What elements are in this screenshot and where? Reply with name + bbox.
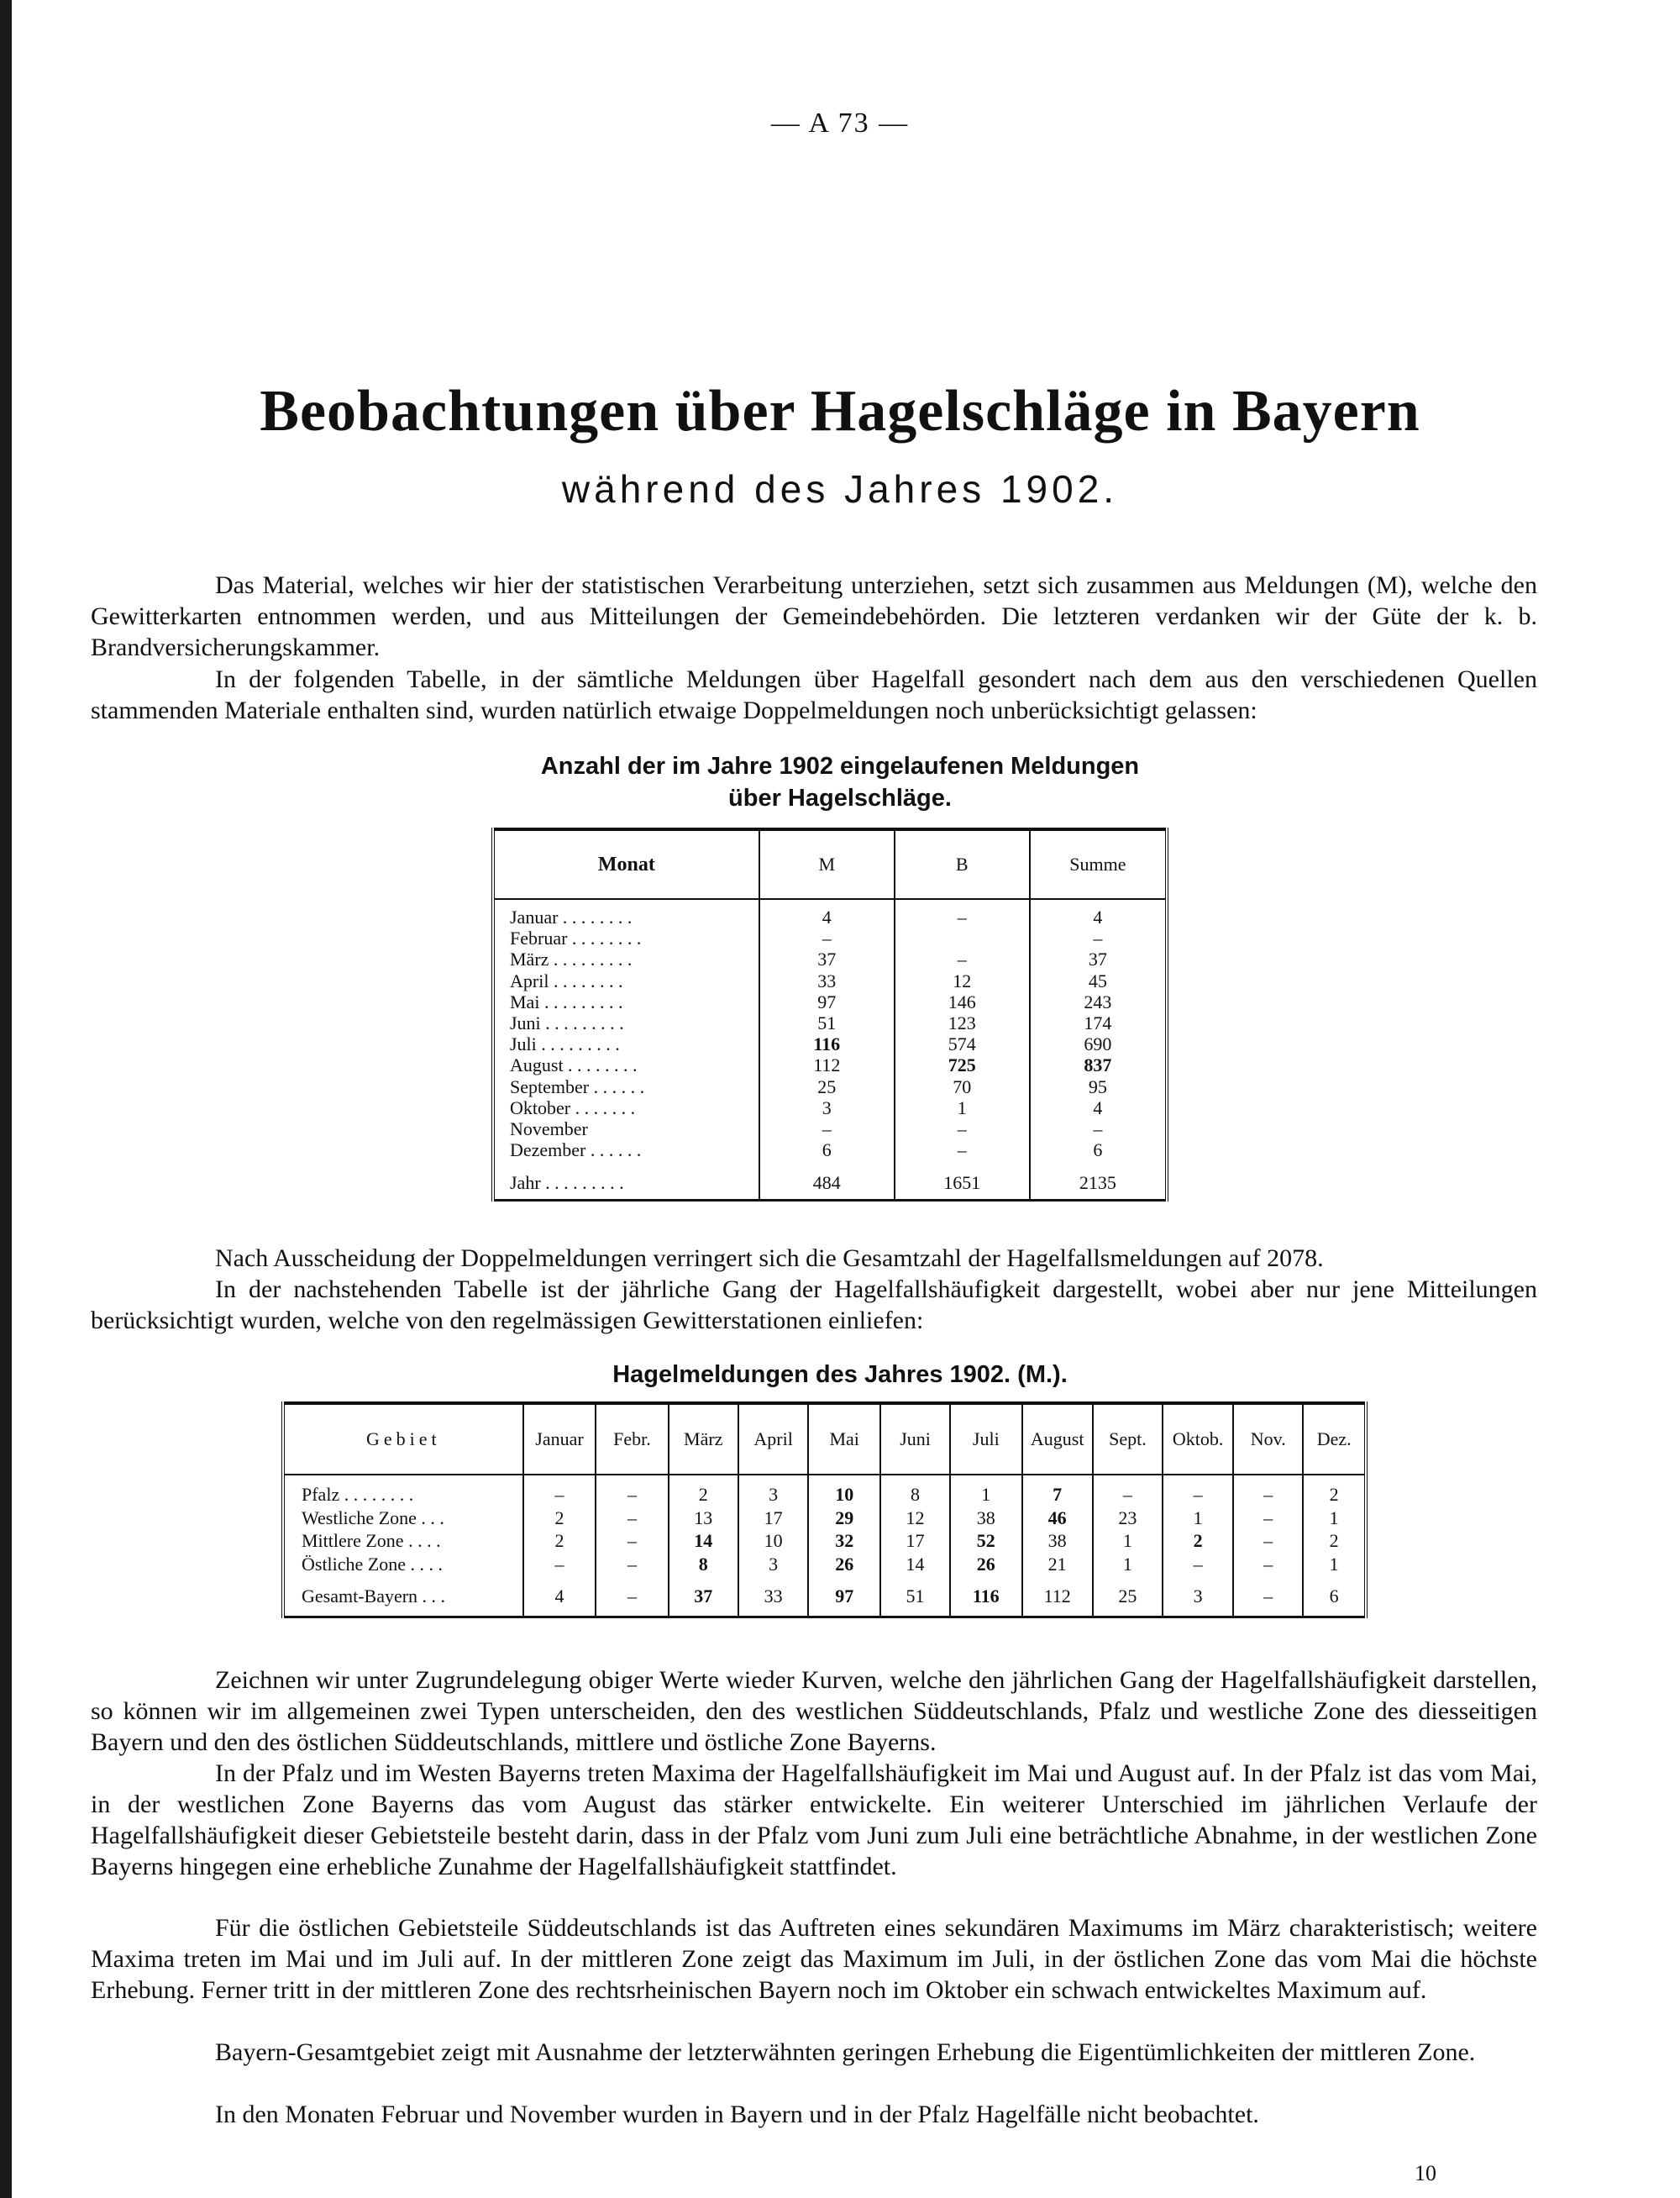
sum-cell: 37 [1030, 949, 1167, 970]
value-cell: 2 [669, 1475, 738, 1507]
b-cell: 146 [895, 991, 1030, 1012]
month-cell: Oktober . . . . . . . [510, 1096, 636, 1118]
value-cell: 112 [1022, 1575, 1093, 1617]
col-header-may: Mai [808, 1403, 880, 1475]
m-cell: 3 [759, 1097, 895, 1118]
middle-paragraph-2: In der nachstehenden Tabelle ist der jährliche Gang der Hagelfallshäufigkeit dargestellt, wobei aber nur jene Mitteilungen berücksichtigt wurden, welche von den regelmässigen Gewitterstationen einliefen: [91, 1275, 1537, 1334]
value-cell: 2 [523, 1507, 596, 1530]
value-cell: – [596, 1507, 668, 1530]
col-header-sum: Summe [1030, 829, 1167, 899]
col-header-april: April [738, 1403, 808, 1475]
col-header-january: Januar [523, 1403, 596, 1475]
month-cell: September . . . . . . [510, 1075, 645, 1097]
b-cell: – [895, 1139, 1030, 1160]
value-cell: 1 [1093, 1529, 1163, 1553]
col-header-june: Juni [880, 1403, 950, 1475]
value-cell: 2 [1163, 1529, 1233, 1553]
closing-paragraph-2: In der Pfalz und im Westen Bayerns treten Maxima der Hagelfallshäufigkeit im Mai und August auf. In der Pfalz ist das vom Mai, in der westlichen Zone Bayerns das vom August das stärker entwickelte. Ein weiterer Unterschied im jährlichen Verlaufe der Hagelfallshäufigkeit dieser Gebietsteile besteht darin, dass in der Pfalz vom Juni zum Juli eine beträchtliche Abnahme, in der westlichen Zone Bayerns hingegen eine erhebliche Zunahme der Hagelfallshäufigkeit stattfindet. [91, 1759, 1537, 1880]
month-cell: April . . . . . . . . [510, 970, 623, 991]
b-cell: 725 [895, 1054, 1030, 1075]
region-cell: Westliche Zone . . . [302, 1507, 444, 1528]
month-cell: Februar . . . . . . . . [510, 928, 642, 949]
table-row [283, 1529, 1366, 1553]
value-cell: 3 [738, 1553, 808, 1576]
value-cell: 2 [1303, 1529, 1366, 1553]
b-cell: 574 [895, 1033, 1030, 1054]
sum-cell: 95 [1030, 1076, 1167, 1097]
b-cell: – [895, 899, 1030, 928]
table-row [493, 1118, 1167, 1139]
region-cell: Gesamt-Bayern . . . [302, 1585, 446, 1606]
value-cell: 1 [1163, 1507, 1233, 1530]
table1-caption [0, 750, 1680, 814]
value-cell: 116 [950, 1575, 1022, 1617]
col-header-b: B [895, 829, 1030, 899]
month-cell: März . . . . . . . . . [510, 949, 633, 970]
value-cell: 37 [669, 1575, 738, 1617]
col-header-november: Nov. [1233, 1403, 1303, 1475]
b-cell: – [895, 1118, 1030, 1139]
m-cell: – [759, 928, 895, 949]
value-cell: – [596, 1529, 668, 1553]
table-row [493, 991, 1167, 1012]
col-header-region: Gebiet [283, 1403, 523, 1475]
table-row [283, 1475, 1366, 1507]
month-cell: Januar . . . . . . . . [510, 907, 633, 928]
table2-caption: Hagelmeldungen des Jahres 1902. (M.). [612, 1361, 1068, 1388]
table-row [493, 928, 1167, 949]
value-cell: – [1163, 1475, 1233, 1507]
table-total-row [283, 1575, 1366, 1617]
value-cell: – [596, 1575, 668, 1617]
table1-caption-line2: über Hagelschläge. [728, 785, 952, 812]
table1-caption-line1: Anzahl der im Jahre 1902 eingelaufenen Meldungen [540, 753, 1140, 780]
sum-cell: 837 [1030, 1054, 1167, 1075]
value-cell: 26 [950, 1553, 1022, 1576]
b-cell: 70 [895, 1076, 1030, 1097]
value-cell: 6 [1303, 1575, 1366, 1617]
value-cell: – [596, 1553, 668, 1576]
closing-paragraph-3: Für die östlichen Gebietsteile Süddeutschlands ist das Auftreten eines sekundären Maximums im März charakteristisch; weitere Maxima treten im Mai und im Juli auf. In der mittleren Zone zeigt das Maximum im Juli, in der östlichen Zone das vom Mai die höchste Erhebung. Ferner tritt in der mittleren Zone des rechtsrheinischen Bayern noch im Oktober ein schwach entwickeltes Maximum auf. [91, 1914, 1537, 2004]
value-cell: 7 [1022, 1475, 1093, 1507]
b-cell: – [895, 949, 1030, 970]
m-cell: – [759, 1118, 895, 1139]
value-cell: – [1233, 1529, 1303, 1553]
table2-header-row [283, 1403, 1366, 1475]
signature-mark: 10 [1415, 2161, 1436, 2185]
value-cell: – [523, 1475, 596, 1507]
table-row [283, 1507, 1366, 1530]
b-cell: 1 [895, 1097, 1030, 1118]
value-cell: 21 [1022, 1553, 1093, 1576]
col-header-october: Oktob. [1163, 1403, 1233, 1475]
region-cell: Pfalz . . . . . . . . [302, 1484, 414, 1506]
value-cell: – [1233, 1475, 1303, 1507]
col-header-m: M [759, 829, 895, 899]
value-cell: 29 [808, 1507, 880, 1530]
closing-paragraph-5: In den Monaten Februar und November wurden in Bayern und in der Pfalz Hagelfälle nicht beobachtet. [215, 2101, 1259, 2128]
table-row [283, 1553, 1366, 1576]
month-cell: November [510, 1117, 588, 1139]
value-cell: 14 [880, 1553, 950, 1576]
m-cell: 6 [759, 1139, 895, 1160]
sum-cell: 174 [1030, 1012, 1167, 1033]
col-header-september: Sept. [1093, 1403, 1163, 1475]
total-b-cell: 1651 [895, 1160, 1030, 1201]
b-cell: 123 [895, 1012, 1030, 1033]
value-cell: 2 [1303, 1475, 1366, 1507]
value-cell: 51 [880, 1575, 950, 1617]
value-cell: 1 [1093, 1553, 1163, 1576]
value-cell: 14 [669, 1529, 738, 1553]
m-cell: 37 [759, 949, 895, 970]
value-cell: 46 [1022, 1507, 1093, 1530]
scan-edge [0, 0, 12, 2198]
col-header-august: August [1022, 1403, 1093, 1475]
table-row [493, 1097, 1167, 1118]
value-cell: – [596, 1475, 668, 1507]
reports-table [491, 828, 1168, 1202]
value-cell: 38 [1022, 1529, 1093, 1553]
value-cell: 3 [1163, 1575, 1233, 1617]
table-row [493, 970, 1167, 991]
m-cell: 97 [759, 991, 895, 1012]
table-row [493, 949, 1167, 970]
value-cell: 17 [738, 1507, 808, 1530]
month-cell: Dezember . . . . . . [510, 1139, 642, 1161]
m-cell: 33 [759, 970, 895, 991]
intro-paragraph-2: In der folgenden Tabelle, in der sämtliche Meldungen über Hagelfall gesondert nach dem aus den verschiedenen Quellen stammenden Materiale enthalten sind, wurden natürlich etwaige Doppelmeldungen noch unberücksichtigt gelassen: [91, 665, 1537, 724]
value-cell: 4 [523, 1575, 596, 1617]
value-cell: – [1093, 1475, 1163, 1507]
table-row [493, 1033, 1167, 1054]
value-cell: 8 [669, 1553, 738, 1576]
sum-cell: 690 [1030, 1033, 1167, 1054]
value-cell: 2 [523, 1529, 596, 1553]
table-row [493, 899, 1167, 928]
sum-cell: 243 [1030, 991, 1167, 1012]
month-cell: Mai . . . . . . . . . [510, 991, 623, 1012]
total-sum-cell: 2135 [1030, 1160, 1167, 1201]
value-cell: 1 [1303, 1553, 1366, 1576]
sum-cell: – [1030, 928, 1167, 949]
value-cell: 38 [950, 1507, 1022, 1530]
col-header-month: Monat [493, 829, 759, 899]
value-cell: 1 [1303, 1507, 1366, 1530]
col-header-july: Juli [950, 1403, 1022, 1475]
col-header-february: Febr. [596, 1403, 668, 1475]
region-cell: Östliche Zone . . . . [302, 1553, 444, 1575]
closing-paragraph-4: Bayern-Gesamtgebiet zeigt mit Ausnahme der letzterwähnten geringen Erhebung die Eigentümlichkeiten der mittleren Zone. [215, 2038, 1476, 2066]
b-cell [895, 928, 1030, 949]
value-cell: – [1233, 1575, 1303, 1617]
closing-paragraph-1: Zeichnen wir unter Zugrundelegung obiger Werte wieder Kurven, welche den jährlichen Gang der Hagelfallshäufigkeit darstellen, so können wir im allgemeinen zwei Typen unterscheiden, den des westlichen Süddeutschlands, Pfalz und westliche Zone des diesseitigen Bayern und den des östlichen Süddeutschlands, mittlere und östliche Zone Bayerns. [91, 1666, 1537, 1756]
value-cell: 52 [950, 1529, 1022, 1553]
value-cell: 26 [808, 1553, 880, 1576]
value-cell: 13 [669, 1507, 738, 1530]
month-cell: August . . . . . . . . [510, 1054, 638, 1076]
value-cell: 10 [738, 1529, 808, 1553]
total-m-cell: 484 [759, 1160, 895, 1201]
value-cell: 10 [808, 1475, 880, 1507]
value-cell: – [1233, 1507, 1303, 1530]
month-cell: Juni . . . . . . . . . [510, 1012, 624, 1034]
m-cell: 116 [759, 1033, 895, 1054]
page-title: Beobachtungen über Hagelschläge in Bayern [260, 379, 1420, 444]
m-cell: 4 [759, 899, 895, 928]
page-subtitle: während des Jahres 1902. [561, 467, 1119, 511]
value-cell: 8 [880, 1475, 950, 1507]
value-cell: 12 [880, 1507, 950, 1530]
value-cell: – [523, 1553, 596, 1576]
table-total-row [493, 1160, 1167, 1201]
sum-cell: 45 [1030, 970, 1167, 991]
monthly-hail-table [281, 1401, 1368, 1618]
table1-header-row [493, 829, 1167, 899]
value-cell: – [1233, 1553, 1303, 1576]
value-cell: 3 [738, 1475, 808, 1507]
month-cell: Juli . . . . . . . . . [510, 1033, 620, 1055]
b-cell: 12 [895, 970, 1030, 991]
value-cell: 23 [1093, 1507, 1163, 1530]
sum-cell: – [1030, 1118, 1167, 1139]
table-row [493, 1012, 1167, 1033]
table-row [493, 1139, 1167, 1160]
value-cell: 32 [808, 1529, 880, 1553]
m-cell: 25 [759, 1076, 895, 1097]
value-cell: 1 [950, 1475, 1022, 1507]
value-cell: 33 [738, 1575, 808, 1617]
region-cell: Mittlere Zone . . . . [302, 1530, 441, 1552]
sum-cell: 4 [1030, 899, 1167, 928]
col-header-march: März [669, 1403, 738, 1475]
m-cell: 51 [759, 1012, 895, 1033]
sum-cell: 6 [1030, 1139, 1167, 1160]
middle-paragraph-1: Nach Ausscheidung der Doppelmeldungen verringert sich die Gesamtzahl der Hagelfallsmeldungen auf 2078. [215, 1244, 1324, 1272]
value-cell: – [1163, 1553, 1233, 1576]
value-cell: 17 [880, 1529, 950, 1553]
total-label-cell: Jahr . . . . . . . . . [510, 1171, 624, 1193]
col-header-december: Dez. [1303, 1403, 1366, 1475]
table-row [493, 1076, 1167, 1097]
table-row [493, 1054, 1167, 1075]
value-cell: 97 [808, 1575, 880, 1617]
m-cell: 112 [759, 1054, 895, 1075]
sum-cell: 4 [1030, 1097, 1167, 1118]
intro-paragraph-1: Das Material, welches wir hier der statistischen Verarbeitung unterziehen, setzt sich zusammen aus Meldungen (M), welche den Gewitterkarten entnommen werden, und aus Mitteilungen der Gemeindebehörden. Die letzteren verdanken wir der Güte der k. b. Brandversicherungskammer. [91, 571, 1537, 661]
page-number: — A 73 — [770, 108, 910, 139]
value-cell: 25 [1093, 1575, 1163, 1617]
